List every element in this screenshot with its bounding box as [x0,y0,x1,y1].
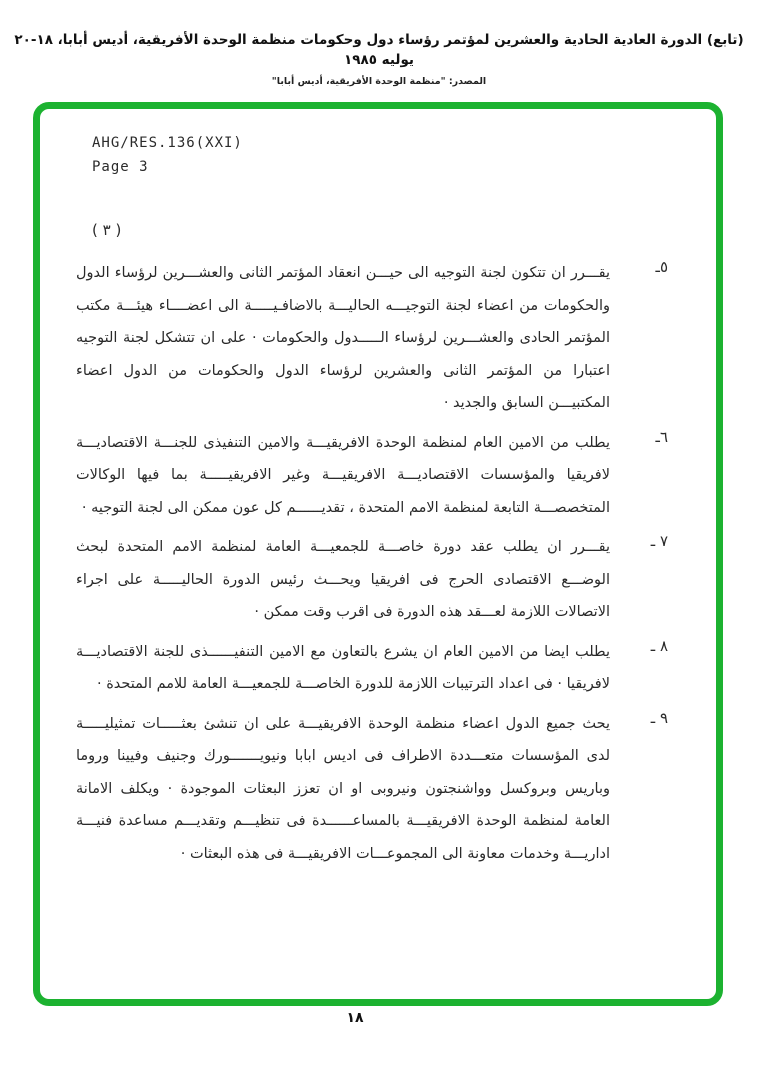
clause-5-text: يقـــرر ان تتكون لجنة التوجيه الى حيـــن انعقاد المؤتمر الثانى والعشـــرين لرؤساء الدول والحكومات من اعضاء لجنة التوجيـــه الحاليـــة بالاضافـيـــــة الى اعضــــاء هيئـــة مكتب المؤتمر الحادى والعشـــرين لرؤساء الـــــدول والحكومات · على ان تتشكل لجنة التوجيه اعتبارا من المؤتمر الثانى والعشرين لرؤساء الدول والحكومات من الدول اعضاء المكتبيـــن السابق والجديد · [76,265,610,411]
clause-9 [76,708,668,871]
clause-8-marker: ٨ ـ [650,636,668,655]
clause-6-marker: ٦ـ [655,427,668,446]
footer-page-number: ١٨ [346,1010,364,1026]
document-border-frame [33,102,723,1006]
clause-5-marker: ٥ـ [655,258,668,276]
clause-8-text: يطلب ايضا من الامين العام ان يشرع بالتعاون مع الامين التنفيــــــذى للجنة الاقتصاديـــة لافريقيا · فى اعداد الترتيبات اللازمة للدورة الخاصـــة للجمعيـــة العامة للامم المتحدة · [76,643,610,692]
page-header [0,30,758,87]
clause-7-text: يقـــرر ان يطلب عقد دورة خاصـــة للجمعيـــة العامة لمنظمة الامم المتحدة لبحث الوضـــع الاقتصادى الحرج فى افريقيا ويحـــث رئيس الدورة الحاليـــــة على اجراء الاتصالات اللازمة لعـــقد هذه الدورة فى اقرب وقت ممكن · [76,539,610,620]
document-page-label: Page 3 [92,159,149,175]
clause-7-marker: ٧ ـ [650,532,668,550]
session-title: (تابع) الدورة العادية الحادية والعشرين لمؤتمر رؤساء دول وحكومات منظمة الوحدة الأفريقية، أديس أبابا، ١٨-٢٠ يوليه ١٩٨٥ [14,32,744,69]
clause-9-text: يحث جميع الدول اعضاء منظمة الوحدة الافريقيـــة على ان تنشئ بعثـــــات تمثيليـــــة لدى المؤسسات متعـــددة الاطراف فى اديس ابابا ونيويـــــــورك وجنيف وفيينا وروما وباريس وبروكسل وواشنجتون ونيروبى او ان تعزز البعثات الموجودة · ويكلف الامانة العامة لمنظمة الوحدة الافريقيـــة بالمساعــــــدة فى تنظيـــم وتقديـــم مساعدة فنيـــة اداريـــة وخدمات معاونة الى المجموعـــات الافريقيـــة فى هذه البعثات · [76,715,610,862]
clause-5 [76,257,668,420]
document-reference: AHG/RES.136(XXI) [92,135,243,151]
clause-6-text: يطلب من الامين العام لمنظمة الوحدة الافريقيـــة والامين التنفيذى للجنـــة الاقتصاديـــة لافريقيا والمؤسسات الاقتصاديـــة الافريقيـــة وغير الافريقيـــــة بما فيها الوكالات المتخصصـــة التابعة لمنظمة الامم المتحدة ، تقديــــــم كل عون ممكن الى لجنة التوجيه · [76,434,610,516]
resolution-clauses [76,257,668,877]
clause-8 [76,636,668,701]
clause-6 [76,427,668,525]
clause-9-marker: ٩ ـ [650,708,668,727]
clause-7 [76,531,668,629]
section-number: ( ٣ ) [92,221,122,239]
source-line: المصدر: "منظمة الوحدة الأفريقية، أديس أبابا" [271,75,487,87]
